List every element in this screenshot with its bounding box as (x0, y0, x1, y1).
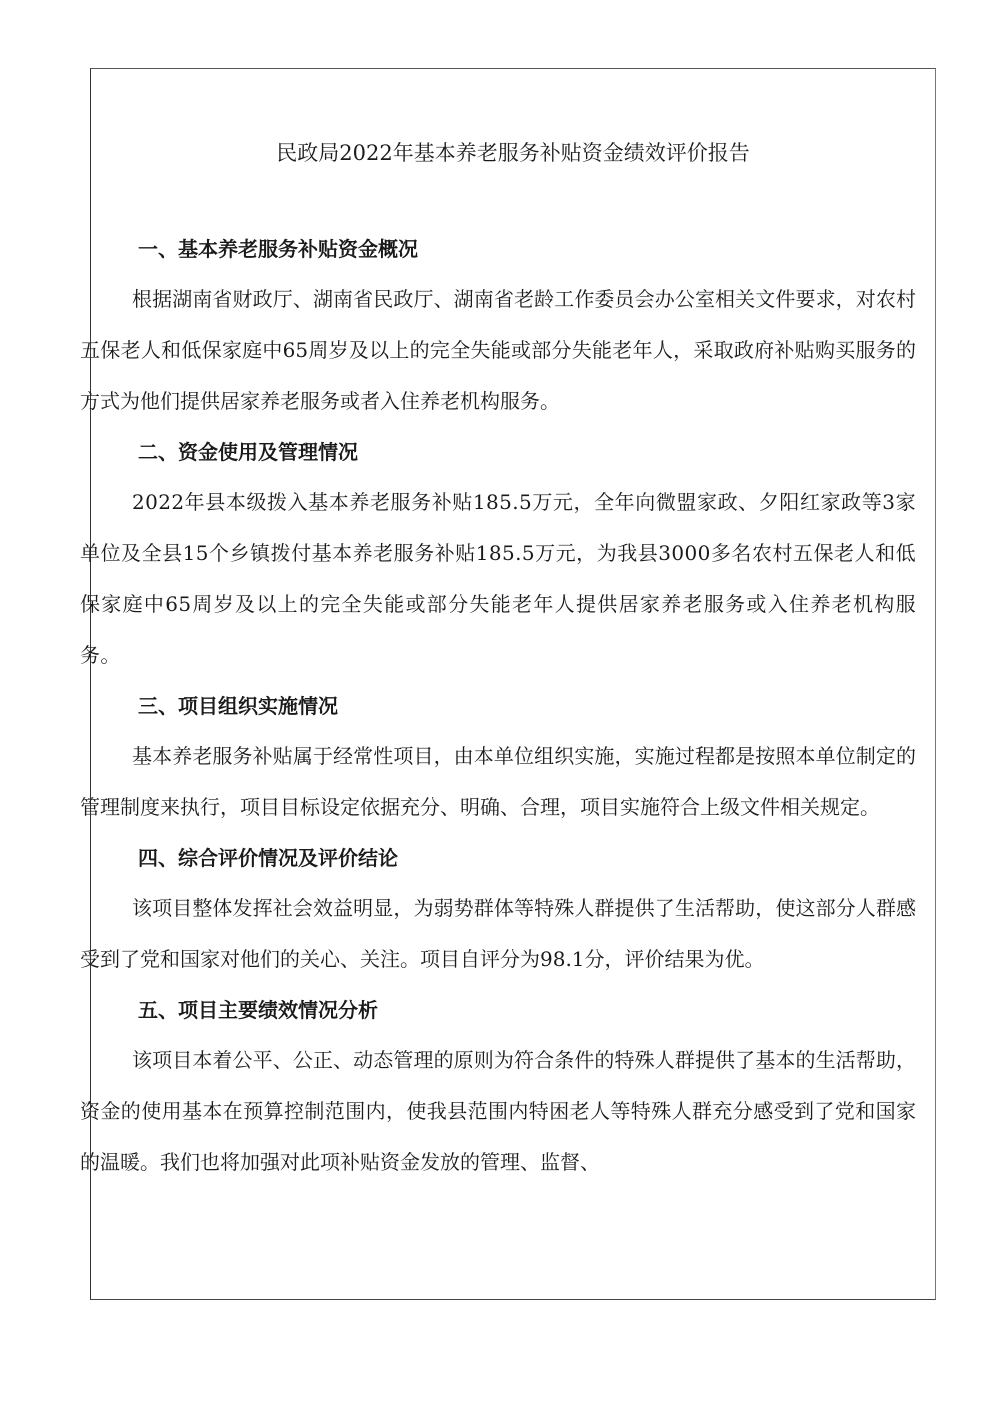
section-2-paragraph: 2022年县本级拨入基本养老服务补贴185.5万元，全年向微盟家政、夕阳红家政等3家单位及全县15个乡镇拨付基本养老服务补贴185.5万元，为我县3000多名农村五保老人和低保家庭中65周岁及以上的完全失能或部分失能老年人提供居家养老服务或入住养老机构服务。 (80, 490, 916, 667)
section-3-paragraph: 基本养老服务补贴属于经常性项目，由本单位组织实施，实施过程都是按照本单位制定的管理制度来执行，项目目标设定依据充分、明确、合理，项目实施符合上级文件相关规定。 (80, 744, 916, 819)
section-4-paragraph: 该项目整体发挥社会效益明显，为弱势群体等特殊人群提供了生活帮助，使这部分人群感受到了党和国家对他们的关心、关注。项目自评分为98.1分，评价结果为优。 (80, 896, 916, 971)
section-2-heading: 二、资金使用及管理情况 (138, 440, 358, 464)
section-1-paragraph: 根据湖南省财政厅、湖南省民政厅、湖南省老龄工作委员会办公室相关文件要求，对农村五保老人和低保家庭中65周岁及以上的完全失能或部分失能老年人，采取政府补贴购买服务的方式为他们提供居家养老服务或者入住养老机构服务。 (80, 287, 916, 413)
section-3-heading: 三、项目组织实施情况 (138, 694, 338, 718)
section-5-paragraph: 该项目本着公平、公正、动态管理的原则为符合条件的特殊人群提供了基本的生活帮助，资金的使用基本在预算控制范围内，使我县范围内特困老人等特殊人群充分感受到了党和国家的温暖。我们也将加强对此项补贴资金发放的管理、监督、 (80, 1048, 916, 1174)
section-4-heading: 四、综合评价情况及评价结论 (138, 846, 398, 870)
document-body (80, 224, 916, 1188)
section-1-heading: 一、基本养老服务补贴资金概况 (138, 237, 418, 261)
document-title: 民政局2022年基本养老服务补贴资金绩效评价报告 (276, 141, 750, 165)
section-5-heading: 五、项目主要绩效情况分析 (138, 998, 378, 1022)
